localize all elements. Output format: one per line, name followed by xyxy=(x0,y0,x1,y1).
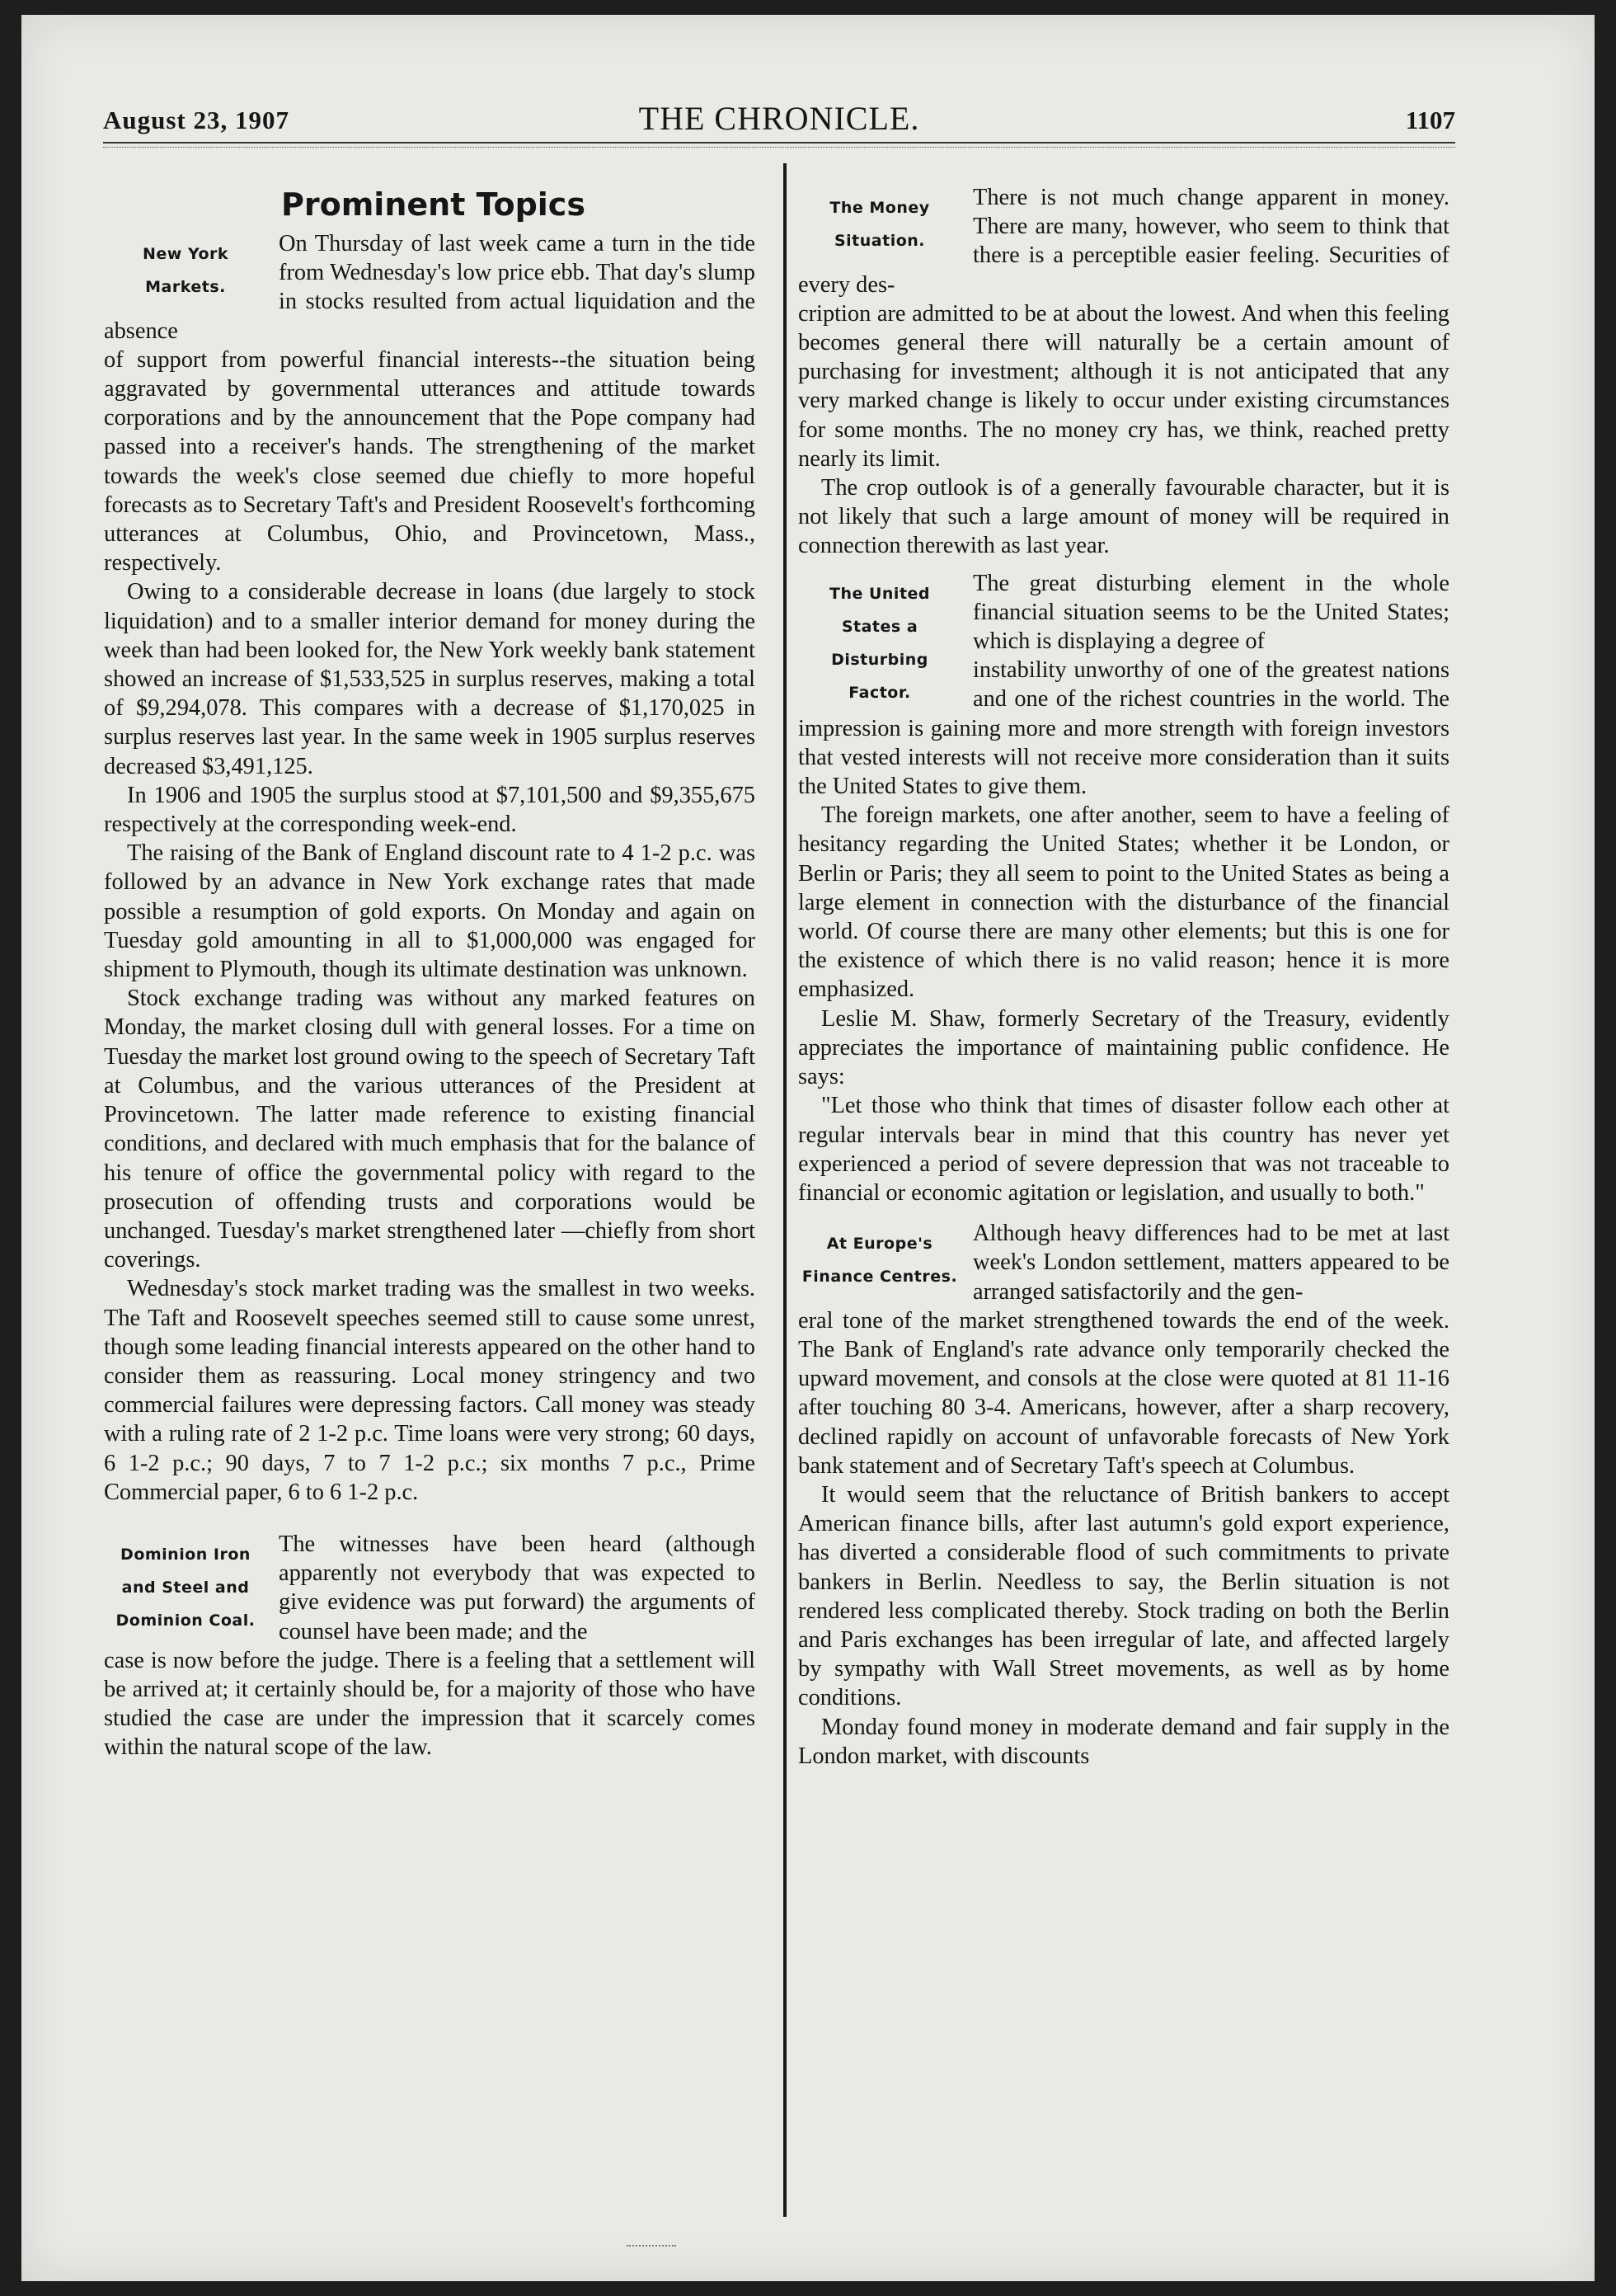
paragraph: The raising of the Bank of England discount rate to 4 1-2 p.c. was followed by an advance in New York exchange rates that made possible a resumption of gold exports. On Monday and again on Tuesday gold amounting in all to $1,000,000 was engaged for shipment to Plymouth, though its ultimate destination was unknown. xyxy=(104,840,755,983)
paragraph: Stock exchange trading was without any marked features on Monday, the market closing dull with general losses. For a time on Tuesday the market lost ground owing to the speech of Secretary Taft at Columbus, and the various utterances of the President at Provincetown. The latter made reference to existing financial conditions, and declared with much emphasis that for the balance of his tenure of office the governmental policy with regard to the prosecution of offending trusts and corporations would be unchanged. Tuesday's market strengthened later —chiefly from short coverings. xyxy=(104,986,755,1273)
paragraph: It would seem that the reluctance of British bankers to accept American finance bills, after last autumn's gold export experience, has diverted a considerable flood of such commitments to private bankers in Berlin. Needless to say, the Berlin situation is not rendered less complicated thereby. Stock trading on both the Berlin and Paris exchanges has been irregular of late, and affected largely by sympathy with Wall Street movements, as well as by home conditions. xyxy=(798,1481,1449,1711)
header-rule xyxy=(103,142,1455,144)
paragraph: The foreign markets, one after another, seem to have a feeling of hesitancy regarding the United States; whether it be London, or Berlin or Paris; they all seem to point to the United States as being a large element in connection with the disturbance of the financial world. Of course there are many other elements; but this is one for the existence of which there is no valid reason; hence it is more emphasized. xyxy=(798,802,1449,1003)
paragraph: Leslie M. Shaw, formerly Secretary of the Treasury, evidently appreciates the importance of maintaining public confidence. He says: xyxy=(798,1005,1449,1090)
page-header xyxy=(103,99,1455,142)
sidehead-dominion xyxy=(104,1530,267,1637)
paragraph: In 1906 and 1905 the surplus stood at $7,101,500 and $9,355,675 respectively at the corresponding week-end. xyxy=(104,782,755,838)
paragraph: On Thursday of last week came a turn in the tide from Wednesday's low price ebb. That day's slump in stocks resulted from actual liquidation and the absence xyxy=(104,231,755,344)
paragraph: The witnesses have been heard (although apparently not everybody that was expected to give evidence was put forward) the arguments of counsel have been made; and the xyxy=(279,1531,755,1644)
sidehead-line: Disturbing Factor. xyxy=(831,650,928,702)
sidehead-line: New York xyxy=(142,245,229,263)
sidehead-line: Markets. xyxy=(145,278,226,296)
paragraph: case is now before the judge. There is a feeling that a settlement will be arrived at; it certainly should be, for a majority of those who have studied the case are under the impression that it scarcely comes within the natural scope of the law. xyxy=(104,1647,755,1761)
section-gap xyxy=(798,561,1449,569)
sidehead-line: At Europe's xyxy=(826,1235,933,1254)
paragraph: Although heavy differences had to be met at last week's London settlement, matters appeared to be arranged satisfactorily and the gen- xyxy=(973,1221,1449,1305)
section-gap xyxy=(104,1507,755,1530)
paragraph: The great disturbing element in the whole financial situation seems to be the United States; which is displaying a degree of xyxy=(973,570,1449,655)
sidehead-line: The United States a xyxy=(829,584,931,636)
paragraph: Wednesday's stock market trading was the smallest in two weeks. The Taft and Roosevelt speeches seemed still to cause some unrest, though some leading financial interests appeared on the other hand to consider them as reassuring. Local money stringency and two commercial failures were depressing factors. Call money was steady with a ruling rate of 2 1-2 p.c. Time loans were very strong; 60 days, 6 1-2 p.c.; 90 days, 7 to 7 1-2 p.c.; six months 7 p.c., Prime Commercial paper, 6 to 6 1-2 p.c. xyxy=(104,1276,755,1505)
paragraph: Owing to a considerable decrease in loans (due largely to stock liquidation) and to a smaller interior demand for money during the week than had been looked for, the New York weekly bank statement showed an increase of $1,533,525 in surplus reserves, making a total of $9,294,078. This compares with a decrease of $1,170,025 in surplus reserves last year. In the same week in 1905 surplus reserves decreased $3,491,125. xyxy=(104,579,755,779)
sidehead-new-york-markets xyxy=(104,229,267,303)
paragraph: of support from powerful financial interests--the situation being aggravated by governmental utterances and attitude towards corporations and by the announcement that the Pope company had passed into a receiver's hands. The strengthening of the market towards the week's close seemed due chiefly to more hopeful forecasts as to Secretary Taft's and President Roosevelt's forthcoming utterances at Columbus, Ohio, and Provincetown, Mass., respectively. xyxy=(104,346,755,576)
section-title: Prominent Topics xyxy=(281,186,585,223)
right-column xyxy=(798,183,1449,1771)
paragraph: The crop outlook is of a generally favourable character, but it is not likely that such a large amount of money will be required in connection therewith as last year. xyxy=(798,475,1449,559)
issue-date: August 23, 1907 xyxy=(103,106,290,134)
sidehead-line: Situation. xyxy=(834,232,926,250)
sidehead-line: The Money xyxy=(829,199,930,217)
print-mark xyxy=(627,2245,676,2248)
column-divider xyxy=(783,163,787,2217)
sidehead-line: Finance Centres. xyxy=(801,1268,958,1287)
header-rule-dotted xyxy=(103,147,1455,148)
sidehead-money-situation xyxy=(798,183,961,257)
page-number: 1107 xyxy=(1405,106,1455,134)
paragraph: eral tone of the market strengthened towards the end of the week. The Bank of England's rate advance only temporarily checked the upward movement, and consols at the close were quoted at 81 11-16 after touching 80 3-4. Americans, however, after a sharp recovery, declined rapidly on account of unfavorable forecasts of New York bank statement and of Secretary Taft's speech at Columbus. xyxy=(798,1307,1449,1479)
paragraph: There is not much change apparent in money. There are many, however, who seem to think that there is a perceptible easier feeling. Securities of every des- xyxy=(798,185,1449,298)
publication-title: THE CHRONICLE. xyxy=(638,100,920,137)
section-gap xyxy=(798,1207,1449,1219)
paragraph: Monday found money in moderate demand and fair supply in the London market, with discounts xyxy=(798,1714,1449,1769)
left-column xyxy=(104,183,755,1762)
sidehead-line: Dominion Iron xyxy=(120,1545,251,1564)
paragraph: instability unworthy of one of the greatest nations and one of the richest countries in the world. The impression is gaining more and more strength with foreign investors that vested interests will not receive more consideration than it suits the United States to give them. xyxy=(798,657,1449,800)
sidehead-europe-finance xyxy=(798,1219,961,1293)
sidehead-line: Dominion Coal. xyxy=(115,1611,256,1630)
sidehead-line: and Steel and xyxy=(121,1578,250,1597)
paragraph: cription are admitted to be at about the lowest. And when this feeling becomes general there will naturally be a certain amount of purchasing for investment; although it is not anticipated that any very marked change is likely to occur under existing circumstances for some months. The no money cry has, we think, reached pretty nearly its limit. xyxy=(798,300,1449,472)
sidehead-united-states xyxy=(798,569,961,709)
quotation: "Let those who think that times of disaster follow each other at regular intervals bear in mind that this country has never yet experienced a period of severe depression that was not traceable to financial or economic agitation or legislation, and usually to both." xyxy=(798,1093,1449,1206)
